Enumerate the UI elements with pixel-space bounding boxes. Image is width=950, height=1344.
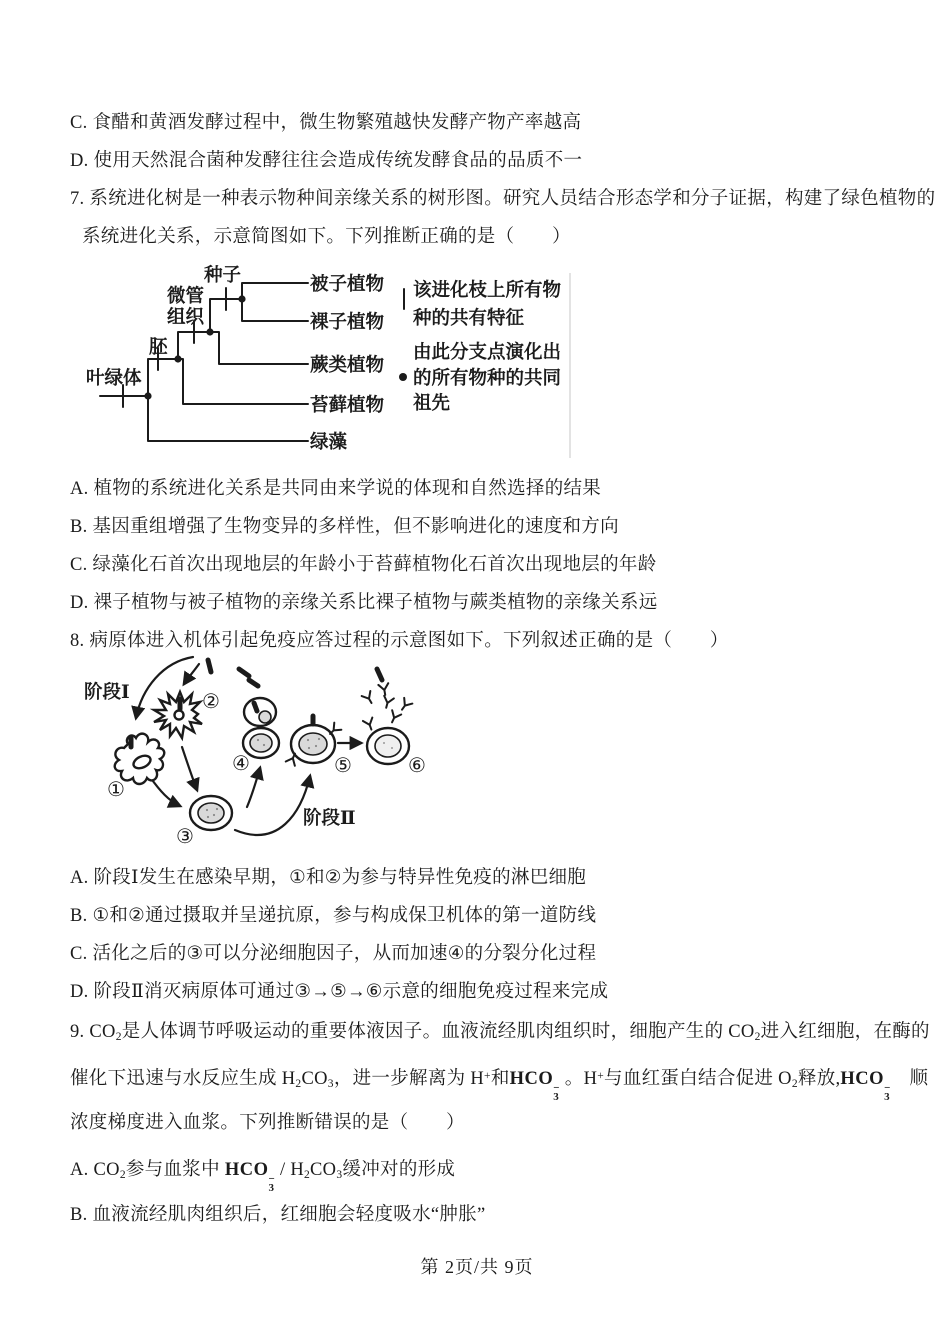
q6-option-c: C. 食醋和黄酒发酵过程中，微生物繁殖越快发酵产物产率越高: [70, 113, 582, 133]
tree-label-embryo: 胚: [149, 338, 168, 358]
antibody-group: [362, 669, 413, 731]
q7-option-b: B. 基因重组增强了生物变异的多样性，但不影响进化的速度和方向: [70, 517, 619, 537]
legend-dot-text-2: 的所有物种的共同: [413, 369, 562, 389]
phylogenetic-tree-svg: [60, 258, 580, 463]
stage2-label: 阶段Ⅱ: [303, 809, 356, 829]
cell-4-dividing-cells: [243, 698, 279, 758]
q9-stem-line2: 催化下迅速与水反应生成 $H_2CO_3$，进一步解离为 H+和HCO − 3 。H+与血红蛋白结合促进 $O_2$释放,HCO − 3 顺: [70, 1069, 929, 1103]
q8-option-b: B. ①和②通过摄取并呈递抗原，参与构成保卫机体的第一道防线: [70, 906, 597, 926]
pathogen-rods: [208, 660, 258, 686]
cell-6-number: ⑥: [408, 755, 426, 777]
cell-3-number: ③: [176, 826, 194, 848]
phylogenetic-tree-figure: [60, 258, 894, 468]
immune-response-svg: [68, 652, 498, 852]
tree-label-chloroplast: 叶绿体: [86, 369, 142, 389]
page-number-footer: 第 2页/共 9页: [420, 1257, 534, 1277]
taxon-angiosperm: 被子植物: [310, 275, 385, 295]
q7-option-a: A. 植物的系统进化关系是共同由来学说的体现和自然选择的结果: [70, 479, 602, 499]
tree-label-seed: 种子: [204, 266, 242, 286]
q9-stem-line3: 浓度梯度进入血浆。下列推断错误的是（ ）: [70, 1113, 465, 1133]
cell-5-number: ⑤: [334, 755, 352, 777]
legend-tick-text-2: 种的共有特征: [413, 309, 525, 329]
cell-6-plasma-cell: [367, 728, 409, 764]
taxon-moss: 苔藓植物: [310, 396, 385, 416]
q7-option-d: D. 裸子植物与被子植物的亲缘关系比裸子植物与蕨类植物的亲缘关系远: [70, 593, 658, 613]
cell-2-dendritic: [154, 692, 202, 738]
legend-dot-text-1: 由此分支点演化出: [413, 343, 562, 363]
q8-option-d: D. 阶段Ⅱ消灭病原体可通过③→⑤→⑥示意的细胞免疫过程来完成: [70, 982, 609, 1002]
q8-option-c: C. 活化之后的③可以分泌细胞因子，从而加速④的分裂分化过程: [70, 944, 597, 964]
q7-option-c: C. 绿藻化石首次出现地层的年龄小于苔藓植物化石首次出现地层的年龄: [70, 555, 657, 575]
q9-option-a: A. $CO_2$参与血浆中 HCO − 3 / $H_2CO_3$缓冲对的形成: [70, 1160, 456, 1194]
q8-option-a: A. 阶段Ⅰ发生在感染早期，①和②为参与特异性免疫的淋巴细胞: [70, 868, 587, 888]
tree-legend: [399, 279, 562, 414]
stage1-label: 阶段Ⅰ: [84, 683, 130, 703]
q9-stem-line1: 9. $CO_2$是人体调节呼吸运动的重要体液因子。血液流经肌肉组织时，细胞产生的 $CO_2$进入红细胞，在酶的: [70, 1022, 930, 1043]
cell-1-number: ①: [107, 779, 125, 801]
legend-dot-text-3: 祖先: [413, 394, 451, 414]
legend-tick-text-1: 该进化枝上所有物: [413, 281, 562, 301]
taxon-gymnosperm: 裸子植物: [310, 313, 385, 333]
q9-option-b: B. 血液流经肌肉组织后，红细胞会轻度吸水“肿胀”: [70, 1205, 486, 1225]
taxon-fern: 蕨类植物: [310, 356, 385, 376]
q7-stem-line2: 系统进化关系，示意简图如下。下列推断正确的是（ ）: [82, 227, 571, 247]
immune-response-figure: [68, 652, 894, 857]
q7-stem-line1: 7. 系统进化树是一种表示物种间亲缘关系的树形图。研究人员结合形态学和分子证据，构建了绿色植物的: [70, 189, 936, 209]
cell-2-number: ②: [202, 691, 220, 713]
cell-1-phagocyte: [115, 734, 165, 784]
cell-3-lymphocyte: [190, 796, 232, 830]
q8-stem: 8. 病原体进入机体引起免疫应答过程的示意图如下。下列叙述正确的是（ ）: [70, 631, 729, 651]
cell-4-number: ④: [232, 753, 250, 775]
legend-dot-symbol: [399, 373, 407, 381]
tree-label-vascular-2: 组织: [167, 308, 205, 328]
taxon-green-algae: 绿藻: [310, 433, 348, 453]
q6-option-d: D. 使用天然混合菌种发酵往往会造成传统发酵食品的品质不一: [70, 151, 583, 171]
tree-label-vascular-1: 微管: [167, 287, 205, 307]
